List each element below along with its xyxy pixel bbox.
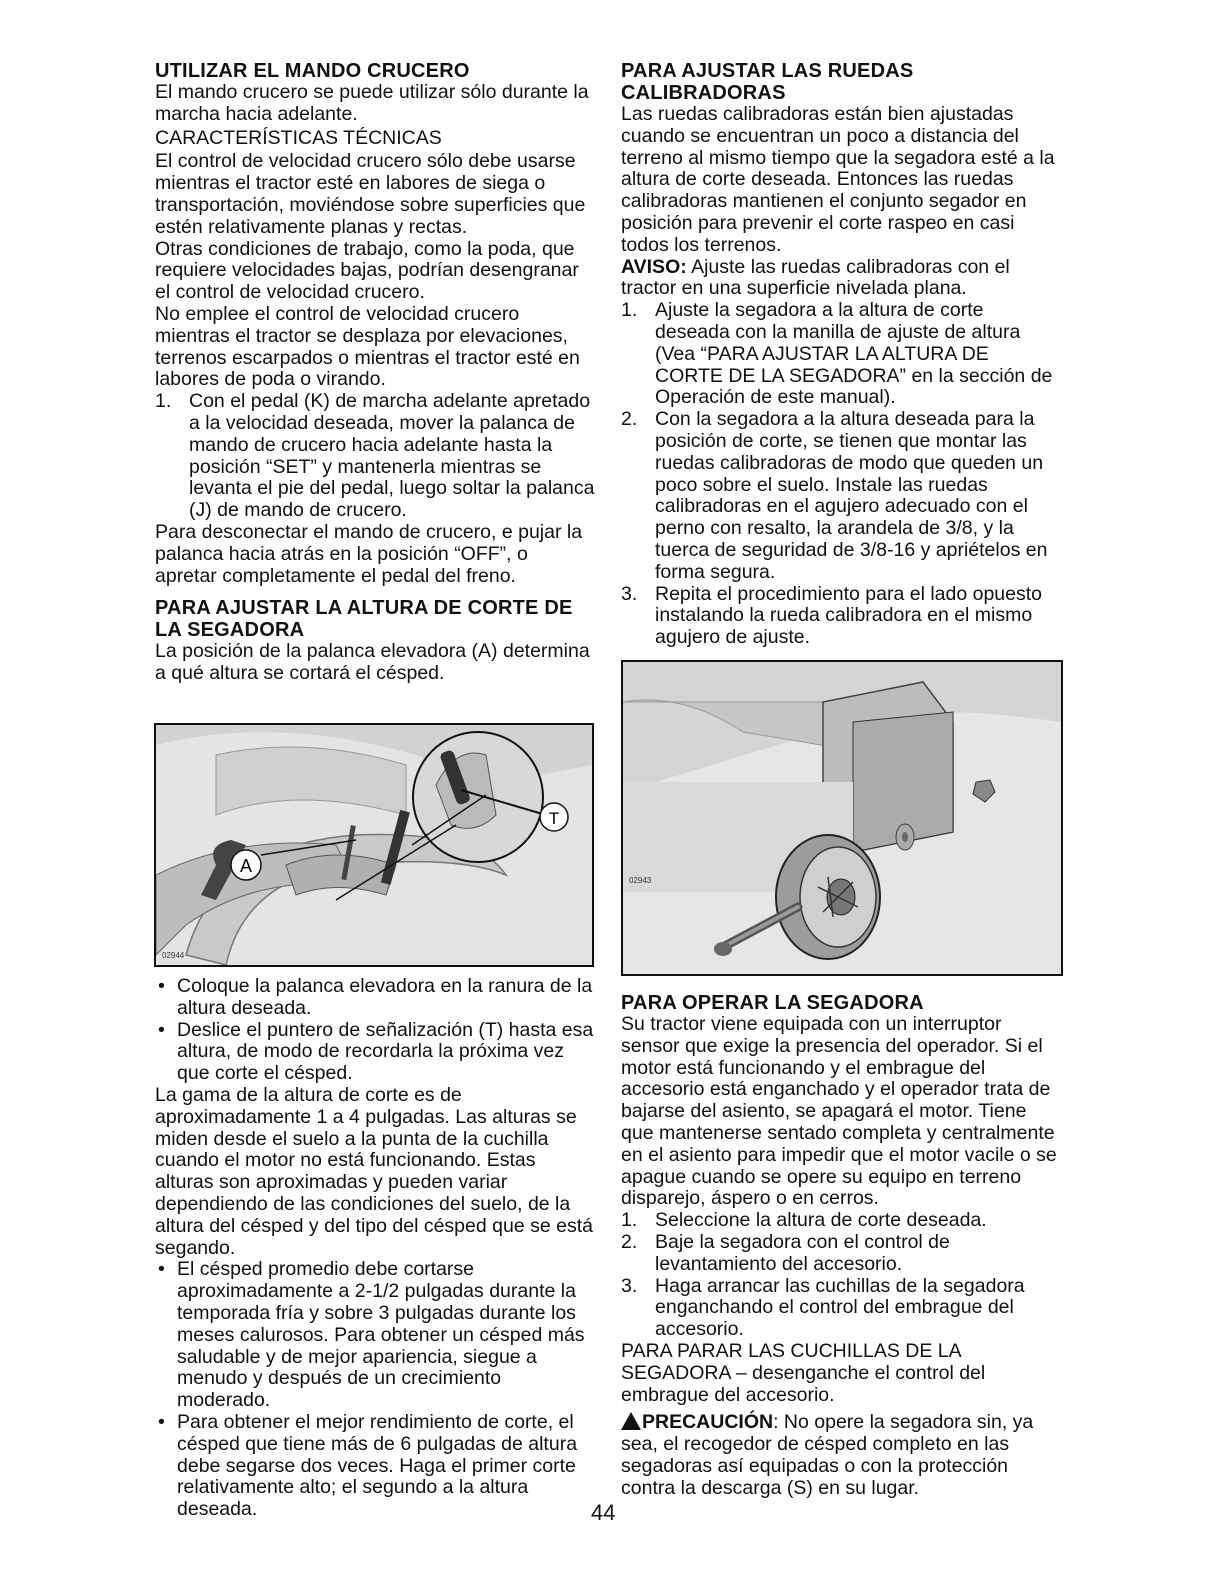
figure-gauge-wheel bbox=[621, 660, 1063, 976]
paragraph: La gama de la altura de corte es de aproximadamente 1 a 4 pulgadas. Las alturas se miden desde el suelo a la punta de la cuchilla cuando el motor no está funcionando. Estas alturas son aproximadas y pueden variar dependiendo de las condiciones del suelo, de la altura del césped y del tipo del césped que se está segando. bbox=[155, 1083, 593, 1259]
bullet-list bbox=[155, 976, 595, 1085]
warning-triangle-icon bbox=[621, 1412, 641, 1430]
right-column bbox=[621, 60, 1061, 649]
left-column bbox=[155, 60, 595, 685]
caution-label: PRECAUCIÓN bbox=[642, 1411, 774, 1434]
callout-a-label: A bbox=[239, 856, 253, 876]
list-item: • Deslice el puntero de señalización (T) hasta esa altura, de modo de recordarla la próxima vez que corte el césped. bbox=[158, 1018, 594, 1085]
list-item: 1. Con el pedal (K) de marcha adelante apretado a la velocidad deseada, mover la palanca de mando de crucero hacia adelante hasta la posición “SET” y mantenerla mientras se levanta el pie del pedal, luego soltar la palanca (J) de mando de crucero. bbox=[155, 390, 595, 522]
figure-code: 02943 bbox=[629, 876, 652, 885]
paragraph: No emplee el control de velocidad crucero mientras el tractor se desplaza por elevaciones, terrenos escarpados o mientras el tractor esté en labores de poda o virando. bbox=[155, 302, 580, 391]
list-item: 2. Con la segadora a la altura deseada para la posición de corte, se tienen que montar las ruedas calibradoras de modo que queden un poco sobre el suelo. Instale las ruedas calibradoras en el agujero adecuado con el perno con resalto, la arandela de 3/8, y la tuerca de seguridad de 3/8-16 y apriételos en forma segura. bbox=[621, 408, 1048, 583]
list-item: 1. Ajuste la segadora a la altura de corte deseada con la manilla de ajuste de altura (Vea “PARA AJUSTAR LA ALTURA DE CORTE DE LA SEGADORA” en la sección de Operación de este manual). bbox=[621, 299, 1053, 409]
paragraph: La posición de la palanca elevadora (A) determina a qué altura se cortará el césped. bbox=[155, 640, 590, 685]
subheading-specs: CARACTERÍSTICAS TÉCNICAS bbox=[155, 126, 442, 149]
notice-paragraph: AVISO: Ajuste las ruedas calibradoras con el tractor en una superficie nivelada plana. bbox=[621, 255, 1010, 300]
list-item: • Para obtener el mejor rendimiento de corte, el césped que tiene más de 6 pulgadas de altura debe segarse dos veces. Haga el primer corte relativamente alto; el segundo a la altura deseada. bbox=[158, 1410, 578, 1521]
notice-label: AVISO: bbox=[621, 255, 687, 278]
paragraph: Las ruedas calibradoras están bien ajustadas cuando se encuentran un poco a distancia del terreno al mismo tiempo que la segadora esté a la altura de corte deseada. Entonces las ruedas calibradoras mantienen el conjunto segador en posición para prevenir el corte raspeo en casi todos los terrenos. bbox=[621, 103, 1055, 256]
numbered-list bbox=[621, 300, 1061, 649]
bullet-list bbox=[155, 1259, 595, 1521]
heading-gauge-wheels: PARA AJUSTAR LAS RUEDAS CALIBRADORAS bbox=[621, 60, 914, 104]
gauge-wheel-illustration bbox=[623, 662, 1061, 974]
left-column-lower bbox=[155, 976, 595, 1521]
figure-lift-lever bbox=[154, 723, 594, 967]
paragraph: El control de velocidad crucero sólo debe usarse mientras el tractor esté en labores de siega o transportación, moviéndose sobre superficies que estén relativamente planas y rectas. bbox=[155, 150, 586, 238]
page-number: 44 bbox=[591, 1500, 616, 1525]
figure-code: 02944 bbox=[162, 951, 185, 960]
list-item: 2. Baje la segadora con el control de levantamiento del accesorio. bbox=[621, 1230, 950, 1275]
lift-lever-illustration bbox=[156, 725, 592, 965]
list-item: 3. Haga arrancar las cuchillas de la segadora enganchando el control del embrague del accesorio. bbox=[621, 1274, 1025, 1341]
paragraph: PARA PARAR LAS CUCHILLAS DE LA SEGADORA – desenganche el control del embrague del accesorio. bbox=[621, 1339, 986, 1406]
heading-operate-mower: PARA OPERAR LA SEGADORA bbox=[621, 992, 924, 1014]
paragraph: Otras condiciones de trabajo, como la poda, que requiere velocidades bajas, podrían desengranar el control de velocidad crucero. bbox=[155, 237, 579, 304]
right-column-lower bbox=[621, 992, 1061, 1500]
numbered-list bbox=[621, 1210, 1061, 1341]
numbered-list bbox=[155, 391, 595, 522]
paragraph: Para desconectar el mando de crucero, e pujar la palanca hacia atrás en la posición “OFF”, o apretar completamente el pedal del freno. bbox=[155, 520, 583, 587]
list-item: 1. Seleccione la altura de corte deseada. bbox=[621, 1209, 987, 1232]
caution-paragraph: PRECAUCIÓN: No opere la segadora sin, ya sea, el recogedor de césped completo en las segadoras así equipadas o con la protección contra la descarga (S) en su lugar. bbox=[621, 1411, 1034, 1499]
heading-cutting-height: PARA AJUSTAR LA ALTURA DE CORTE DE LA SEGADORA bbox=[155, 597, 573, 642]
callout-t-label: T bbox=[548, 809, 560, 828]
list-item: 3. Repita el procedimiento para el lado opuesto instalando la rueda calibradora en el mismo agujero de ajuste. bbox=[621, 582, 1043, 649]
list-item: • El césped promedio debe cortarse aproximadamente a 2-1/2 pulgadas durante la temporada fría y sobre 3 pulgadas durante los meses calurosos. Para obtener un césped más saludable y de mejor apariencia, siegue a menudo y después de un crecimiento moderado. bbox=[158, 1258, 585, 1412]
paragraph: Su tractor viene equipada con un interruptor sensor que exige la presencia del operador. Si el motor está funcionando y el embrague del accesorio está enganchado y el operador trata de bajarse del asiento, se apagará el motor. Tiene que mantenerse sentado completa y centralmente en el asiento para impedir que el motor vacile o se apague cuando se opere su equipo en terreno disparejo, áspero o en cerros. bbox=[621, 1013, 1057, 1210]
paragraph: El mando crucero se puede utilizar sólo durante la marcha hacia adelante. bbox=[155, 81, 589, 125]
heading-cruise-control: UTILIZAR EL MANDO CRUCERO bbox=[155, 60, 470, 82]
list-item: • Coloque la palanca elevadora en la ranura de la altura deseada. bbox=[158, 975, 593, 1019]
